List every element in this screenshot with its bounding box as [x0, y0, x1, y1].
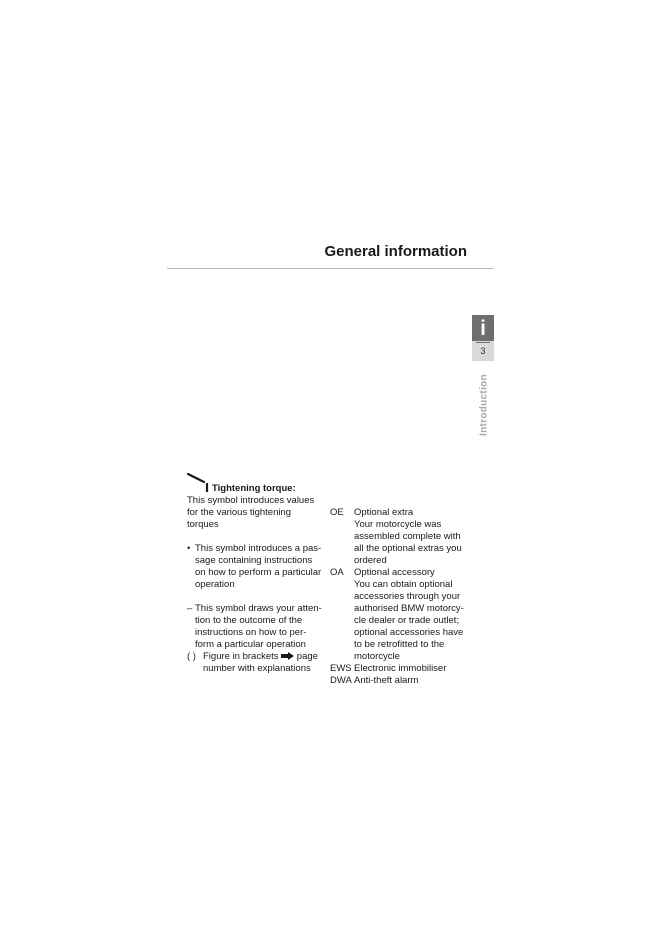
text-line: cle dealer or trade outlet;: [354, 615, 460, 626]
text-line: This symbol introduces values: [187, 495, 315, 506]
abbreviation-item: [330, 567, 475, 663]
page-number: 3: [480, 346, 486, 356]
abbreviation-code: OA: [330, 567, 344, 578]
text-line: on how to perform a particular: [195, 567, 322, 578]
chapter-tab: [472, 315, 494, 361]
text-line: torques: [187, 519, 219, 530]
text-line: Optional extra: [354, 507, 414, 518]
abbreviations-column: [330, 507, 475, 687]
abbreviation-code: DWA: [330, 675, 352, 686]
bullet-mark: •: [187, 543, 191, 554]
text-line: Optional accessory: [354, 567, 435, 578]
abbreviation-item: [330, 663, 475, 675]
text-line: instructions on how to per-: [195, 627, 307, 638]
text-line: [203, 651, 318, 663]
text-line: This symbol draws your atten-: [195, 603, 322, 614]
text-line: operation: [195, 579, 235, 590]
paren-mark: ( ): [187, 651, 196, 662]
chapter-tab-rule: [476, 342, 490, 343]
text-line: optional accessories have: [354, 627, 464, 638]
chapter-tab-letter: i: [480, 317, 486, 340]
chapter-side-label: Introduction: [478, 374, 490, 436]
text-line: form a particular operation: [195, 639, 306, 650]
torque-title: Tightening torque:: [212, 483, 296, 494]
text-line: motorcycle: [354, 651, 400, 662]
text-line: ordered: [354, 555, 387, 566]
left-column: [187, 471, 327, 675]
arrow-right-icon: [281, 652, 294, 660]
text-line: for the various tightening: [187, 507, 292, 518]
page-title: General information: [324, 243, 467, 260]
dash-paragraph: [187, 603, 327, 651]
text-line: assembled complete with: [354, 531, 461, 542]
text-line: to be retrofitted to the: [354, 639, 445, 650]
text-line: Electronic immobiliser: [354, 663, 447, 674]
text-line: accessories through your: [354, 591, 461, 602]
abbreviation-item: [330, 675, 475, 687]
paren-text-after: page: [296, 651, 318, 662]
text-line: sage containing instructions: [195, 555, 313, 566]
text-line: authorised BMW motorcy-: [354, 603, 464, 614]
abbreviation-code: OE: [330, 507, 344, 518]
text-line: Your motorcycle was: [354, 519, 442, 530]
torque-description: [187, 495, 327, 531]
wrench-icon: [187, 471, 213, 495]
text-line: You can obtain optional: [354, 579, 453, 590]
paren-text: Figure in brackets: [203, 651, 279, 662]
paren-paragraph: [187, 651, 327, 675]
bullet-paragraph: [187, 543, 327, 591]
header-divider: [167, 268, 494, 269]
text-line: all the optional extras you: [354, 543, 462, 554]
text-line: number with explanations: [203, 663, 311, 674]
abbreviation-code: EWS: [330, 663, 352, 674]
abbreviation-item: [330, 507, 475, 567]
text-line: This symbol introduces a pas-: [195, 543, 322, 554]
text-line: tion to the outcome of the: [195, 615, 303, 626]
dash-mark: –: [187, 603, 193, 614]
torque-heading: [187, 471, 327, 495]
text-line: Anti-theft alarm: [354, 675, 419, 686]
